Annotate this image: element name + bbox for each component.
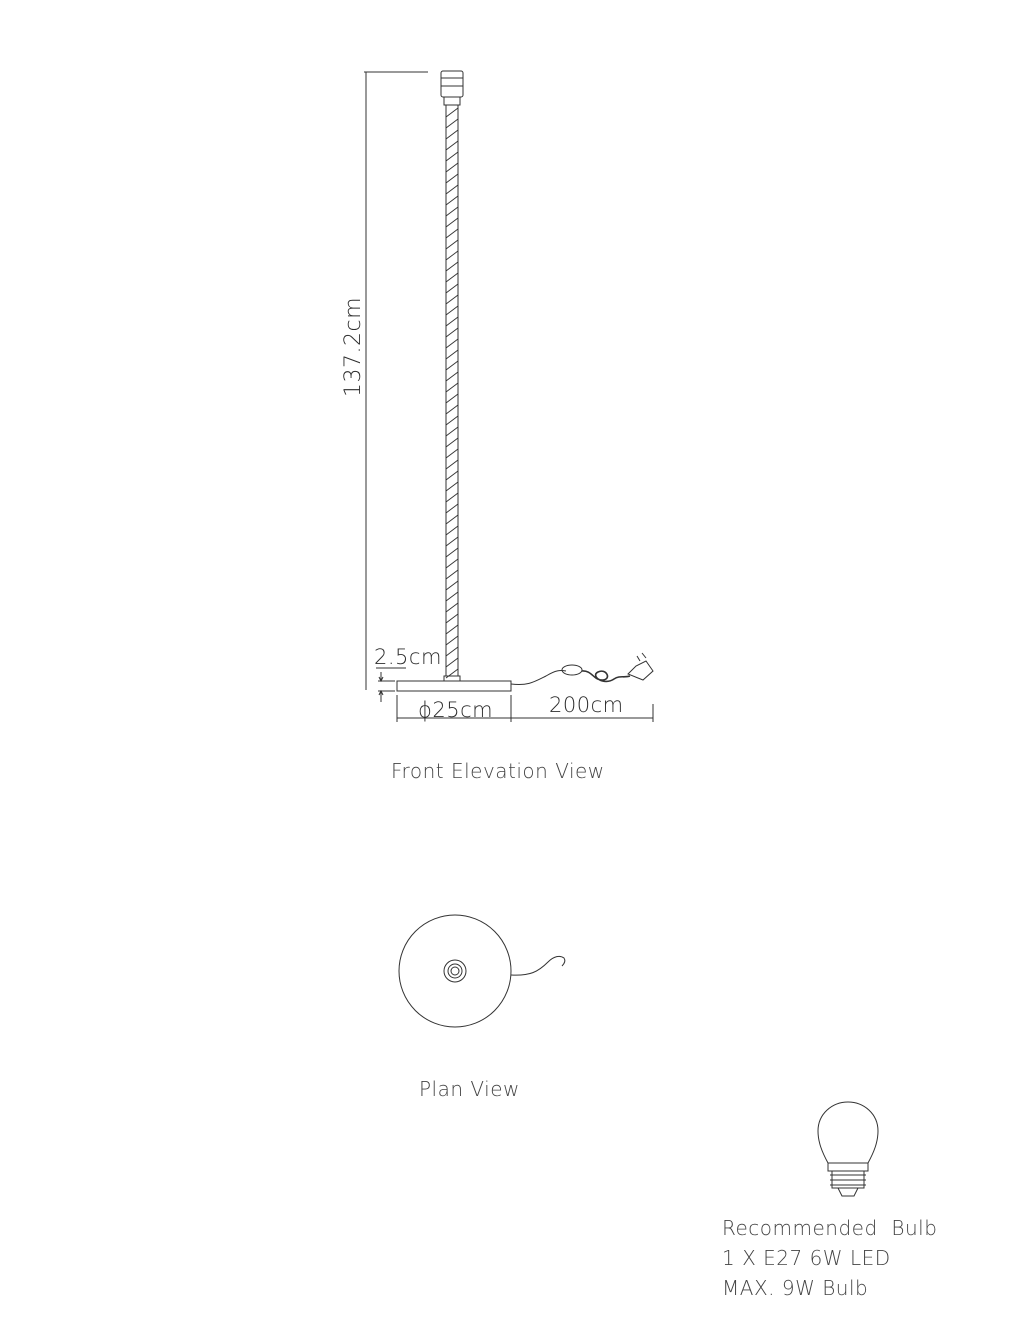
- stem-twist-stroke: [446, 636, 458, 645]
- stem-twist-stroke: [446, 383, 458, 392]
- stem-twist-stroke: [446, 537, 458, 546]
- plan-stem-inner: [448, 964, 462, 978]
- stem-twist-stroke: [446, 141, 458, 150]
- stem-twist-stroke: [446, 295, 458, 304]
- stem-twist-stroke: [446, 130, 458, 139]
- stem-twist-stroke: [446, 317, 458, 326]
- foot-switch: [562, 665, 582, 675]
- lamp-base: [397, 681, 511, 691]
- stem-twist-stroke: [446, 361, 458, 370]
- stem-twist-stroke: [446, 207, 458, 216]
- height-dimension-label: 137.2cm: [341, 296, 366, 397]
- height-dimension-line: [364, 72, 428, 690]
- cable-length-label: 200cm: [549, 693, 624, 717]
- stem-twist-stroke: [446, 658, 458, 667]
- stem-twist-stroke: [446, 185, 458, 194]
- stem-twist-stroke: [446, 251, 458, 260]
- stem-twist-stroke: [446, 427, 458, 436]
- stem-twist-stroke: [446, 328, 458, 337]
- stem-twist-stroke: [446, 240, 458, 249]
- bulb-recommendation-heading: Recommended Bulb: [722, 1216, 938, 1240]
- stem-twist-stroke: [446, 504, 458, 513]
- light-bulb-icon: [818, 1102, 878, 1196]
- base-diameter-label: ϕ25cm: [418, 698, 494, 722]
- stem-twist-stroke: [446, 416, 458, 425]
- stem-twist-stroke: [446, 526, 458, 535]
- stem-twist-stroke: [446, 163, 458, 172]
- stem-twist-stroke: [446, 229, 458, 238]
- stem-twist-stroke: [446, 152, 458, 161]
- plan-view-title: Plan View: [419, 1077, 520, 1101]
- plug: [628, 653, 653, 680]
- front-elevation-title: Front Elevation View: [391, 759, 605, 783]
- stem-twist-stroke: [446, 559, 458, 568]
- stem-twist-stroke: [446, 339, 458, 348]
- stem-twist-stroke: [446, 515, 458, 524]
- plan-cable: [511, 956, 565, 975]
- stem-twist-stroke: [446, 493, 458, 502]
- stem-twist-stroke: [446, 372, 458, 381]
- stem-twist-stroke: [446, 262, 458, 271]
- stem-twist-stroke: [446, 471, 458, 480]
- stem-twist-stroke: [446, 570, 458, 579]
- twisted-stem: [444, 105, 460, 681]
- stem-twist-stroke: [446, 647, 458, 656]
- lamp-socket: [441, 71, 463, 105]
- stem-twist-stroke: [446, 405, 458, 414]
- power-cable: [511, 653, 653, 685]
- stem-twist-stroke: [446, 306, 458, 315]
- stem-twist-stroke: [446, 449, 458, 458]
- stem-twist-stroke: [446, 592, 458, 601]
- base-thickness-dimension: [376, 668, 406, 702]
- base-thickness-label: 2.5cm: [374, 645, 442, 669]
- stem-twist-stroke: [446, 174, 458, 183]
- stem-twist-stroke: [446, 273, 458, 282]
- stem-twist-stroke: [446, 119, 458, 128]
- plan-stem-outer: [444, 960, 466, 982]
- stem-twist-stroke: [446, 625, 458, 634]
- stem-twist-stroke: [446, 548, 458, 557]
- stem-twist-stroke: [446, 284, 458, 293]
- stem-twist-stroke: [446, 196, 458, 205]
- stem-twist-stroke: [446, 603, 458, 612]
- stem-twist-stroke: [446, 669, 458, 678]
- plan-base-circle: [399, 915, 511, 1027]
- front-elevation-drawing: [364, 71, 653, 722]
- bulb-max-wattage: MAX. 9W Bulb: [722, 1276, 869, 1300]
- plan-view-drawing: [399, 915, 565, 1027]
- stem-twist-stroke: [446, 438, 458, 447]
- stem-twist-stroke: [446, 460, 458, 469]
- stem-twist-stroke: [446, 394, 458, 403]
- bulb-type-spec: 1 X E27 6W LED: [722, 1246, 891, 1270]
- stem-twist-stroke: [446, 482, 458, 491]
- stem-twist-stroke: [446, 581, 458, 590]
- stem-twist-stroke: [446, 108, 458, 117]
- stem-twist-stroke: [446, 350, 458, 359]
- stem-twist-stroke: [446, 614, 458, 623]
- stem-twist-stroke: [446, 218, 458, 227]
